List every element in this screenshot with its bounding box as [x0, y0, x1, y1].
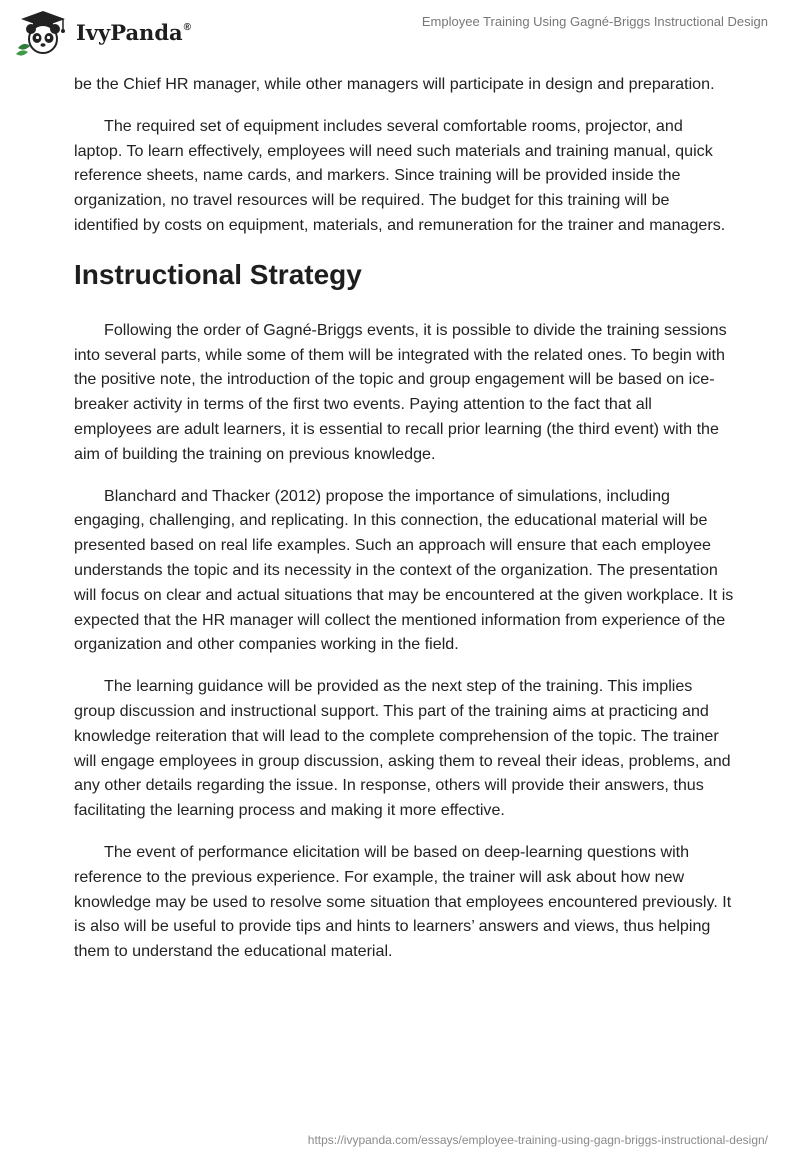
document-title: Employee Training Using Gagné-Briggs Instructional Design — [421, 14, 768, 29]
page-header — [0, 0, 800, 70]
paragraph: Blanchard and Thacker (2012) propose the importance of simulations, including engaging, challenging, and replicating. In this connection, the educational material will be presented based on real life examples. Such an approach will ensure that each employee understands the topic and its necessity in the context of the organization. The presentation will focus on clear and actual situations that may be encountered at the given workplace. It is expected that the HR manager will collect the mentioned information from experience of the organization and other companies working in the field. — [74, 486, 734, 654]
panda-graduate-icon — [14, 8, 72, 56]
paragraph-continuation: be the Chief HR manager, while other managers will participate in design and preparation. — [74, 75, 715, 93]
paragraph: Following the order of Gagné-Briggs events, it is possible to divide the training sessions into several parts, while some of them will be integrated with the related ones. To begin with the positive note, the introduction of the topic and group engagement will be based on ice-breaker activity in terms of the first two events. Paying attention to the fact that all employees are adult learners, it is essential to recall prior learning (the third event) with the aim of building the training on previous knowledge. — [74, 320, 727, 463]
source-url-link[interactable]: https://ivypanda.com/essays/employee-training-using-gagn-briggs-instructional-design/ — [307, 1133, 768, 1147]
paragraph: The learning guidance will be provided as the next step of the training. This implies group discussion and instructional support. This part of the training aims at practicing and knowledge reiteration that will lead to the complete comprehension of the topic. The trainer will engage employees in group discussion, asking them to reveal their ideas, problems, and any other details regarding the issue. In response, others will provide their answers, thus facilitating the learning process and making it more effective. — [74, 677, 731, 820]
essay-body — [74, 72, 734, 981]
section-heading: Instructional Strategy — [74, 258, 362, 290]
ivypanda-logo[interactable] — [14, 8, 191, 56]
paragraph-equipment: The required set of equipment includes several comfortable rooms, projector, and laptop. To learn effectively, employees will need such materials and training manual, quick reference sheets, name cards, and markers. Since training will be provided inside the organization, no travel resources will be required. The budget for this training will be identified by costs on equipment, materials, and remuneration for the trainer and managers. — [74, 116, 726, 234]
logo-wordmark: IvyPanda® — [76, 19, 191, 45]
paragraph: The event of performance elicitation will be based on deep-learning questions with reference to the previous experience. For example, the trainer will ask about how new knowledge may be used to resolve some situation that employees encountered previously. It is also will be useful to provide tips and hints to learners’ answers and views, thus helping them to understand the educational material. — [74, 842, 732, 961]
